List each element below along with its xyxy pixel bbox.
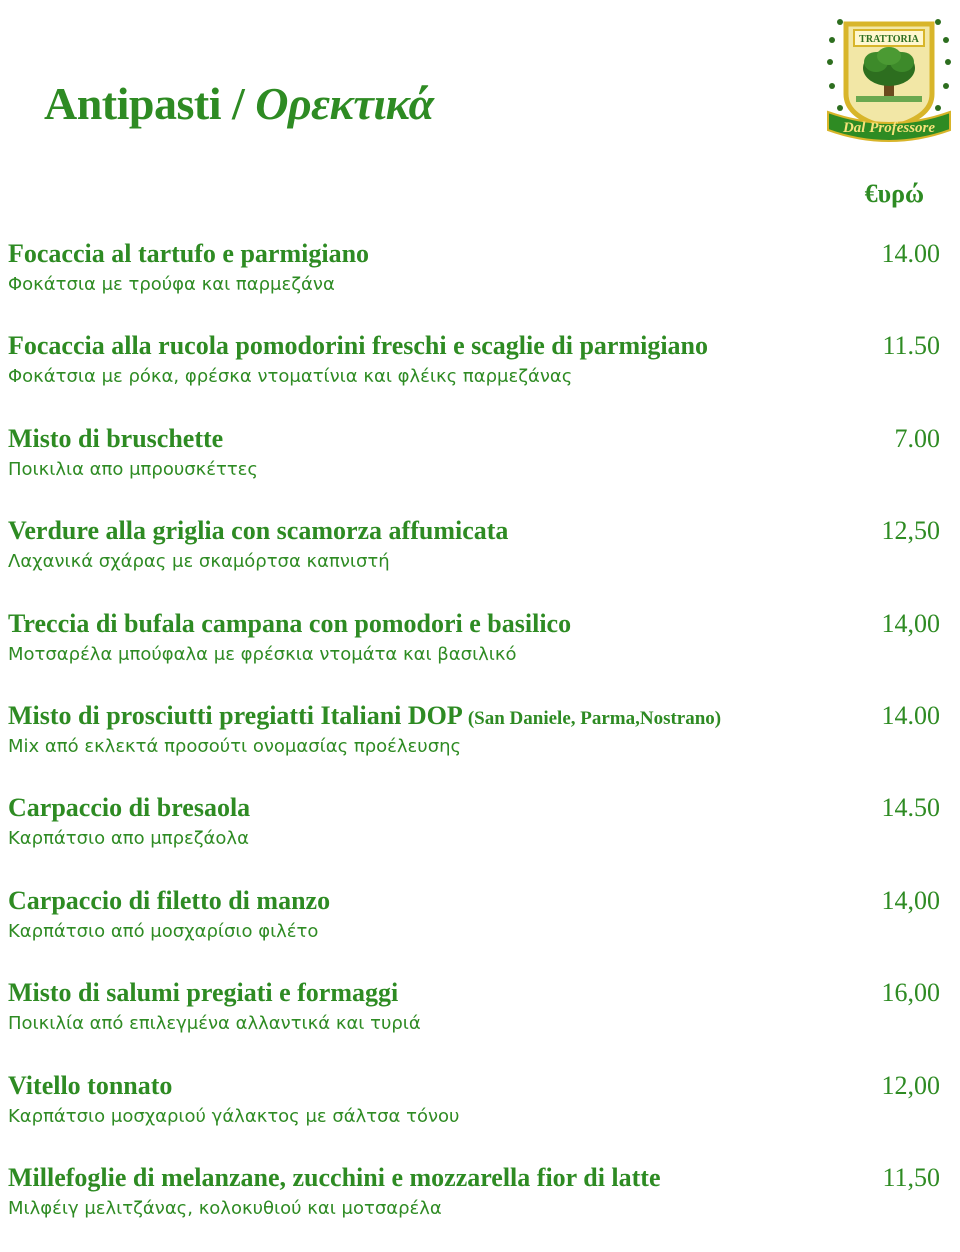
menu-item-price: 14,00 [881, 885, 940, 915]
menu-item-note: (San Daniele, Parma,Nostrano) [467, 707, 722, 729]
menu-item-row [8, 975, 940, 1011]
menu-item-price: 14,00 [881, 608, 940, 638]
menu-item-name [8, 421, 223, 457]
menu-item-description: Ποικιλια απο μπρουσκέττες [8, 458, 258, 480]
menu-item-name [8, 236, 369, 272]
menu-item-price: 11,50 [882, 1162, 940, 1192]
menu-item-description: Ποικιλία από επιλεγμένα αλλαντικά και τυριά [8, 1013, 421, 1035]
menu-item-price: 16,00 [881, 978, 940, 1008]
menu-item-price: 14.00 [881, 239, 940, 268]
menu-item-name [8, 328, 708, 364]
title-latin: Antipasti / [44, 78, 245, 129]
menu-item-name [8, 1160, 661, 1196]
menu-item-name-text: Focaccia al tartufo e parmigiano [8, 239, 370, 268]
currency-label: €υρώ [864, 179, 924, 208]
menu-item-name [8, 698, 721, 737]
menu-item-name-text: Treccia di bufala campana con pomodori e basilico [8, 608, 572, 638]
menu-item-row [8, 1068, 940, 1104]
menu-item-name-text: Misto di prosciutti pregiatti Italiani DOP [8, 700, 462, 730]
menu-item-row [8, 698, 940, 734]
menu-item-name [8, 1068, 172, 1104]
menu-item-description: Καρπάτσιο από μοσχαρίσιο φιλέτο [8, 920, 319, 942]
title-greek: Ορεκτικά [255, 78, 434, 129]
menu-item [8, 606, 940, 698]
menu-item-row [8, 513, 940, 549]
menu-item-name-text: Misto di salumi pregiati e formaggi [8, 978, 399, 1008]
menu-item [8, 328, 940, 420]
menu-item-name-text: Verdure alla griglia con scamorza affumicata [8, 516, 509, 546]
menu-item-price: 12,50 [881, 516, 940, 546]
menu-item-name-text: Vitello tonnato [8, 1070, 173, 1100]
menu-item-name-text: Carpaccio di bresaola [8, 793, 251, 823]
menu-item-name [8, 790, 250, 826]
menu-item [8, 236, 940, 328]
menu-item-row [8, 421, 940, 457]
page-title [44, 74, 434, 134]
menu-item-name-text: Focaccia alla rucola pomodorini freschi e scaglie di parmigiano [8, 331, 709, 361]
menu-item-description: Καρπάτσιο μοσχαριού γάλακτος με σάλτσα τόνου [8, 1105, 460, 1127]
menu-item-price: 11.50 [882, 331, 940, 361]
menu-item-row [8, 236, 940, 272]
menu-item-description: Μιλφέιγ μελιτζάνας, κολοκυθιού και μοτσαρέλα [8, 1197, 442, 1219]
menu-item [8, 513, 940, 605]
menu-item-row [8, 1160, 940, 1196]
menu-item [8, 1068, 940, 1160]
menu-item [8, 790, 940, 882]
menu-item-name [8, 883, 330, 919]
menu-list [8, 236, 940, 1252]
logo-ribbon-text: Dal Professore [842, 120, 936, 136]
menu-item-row [8, 606, 940, 642]
menu-item-price: 14.50 [881, 793, 940, 823]
menu-item-row [8, 883, 940, 919]
menu-item-description: Μοτσαρέλα μπούφαλα με φρέσκια ντομάτα και βασιλικό [8, 643, 517, 665]
menu-item [8, 421, 940, 513]
trattoria-logo [818, 10, 960, 152]
menu-item-name-text: Misto di bruschette [8, 423, 224, 453]
menu-item-row [8, 790, 940, 826]
menu-item [8, 975, 940, 1067]
logo-top-text: TRATTORIA [859, 34, 919, 45]
menu-item-description: Λαχανικά σχάρας με σκαμόρτσα καπνιστή [8, 551, 390, 573]
menu-item-name-text: Carpaccio di filetto di manzo [8, 885, 331, 915]
menu-item-name [8, 513, 508, 549]
menu-item-description: Mix από εκλεκτά προσούτι ονομασίας προέλευσης [8, 735, 462, 757]
menu-item [8, 883, 940, 975]
menu-item-price: 14.00 [881, 700, 940, 730]
menu-item-price: 7.00 [894, 423, 940, 453]
menu-item [8, 1160, 940, 1252]
menu-item-price: 12,00 [881, 1070, 940, 1100]
menu-item-description: Καρπάτσιο απο μπρεζάολα [8, 828, 249, 850]
menu-item-name-text: Millefoglie di melanzane, zucchini e mozzarella fior di latte [8, 1162, 661, 1192]
menu-item [8, 698, 940, 790]
menu-item-row [8, 328, 940, 364]
menu-item-name [8, 975, 398, 1011]
menu-item-description: Φοκάτσια με ρόκα, φρέσκα ντοματίνια και φλέικς παρμεζάνας [8, 366, 573, 388]
menu-item-description: Φοκάτσια με τρούφα και παρμεζάνα [8, 274, 335, 295]
menu-item-name [8, 606, 571, 642]
